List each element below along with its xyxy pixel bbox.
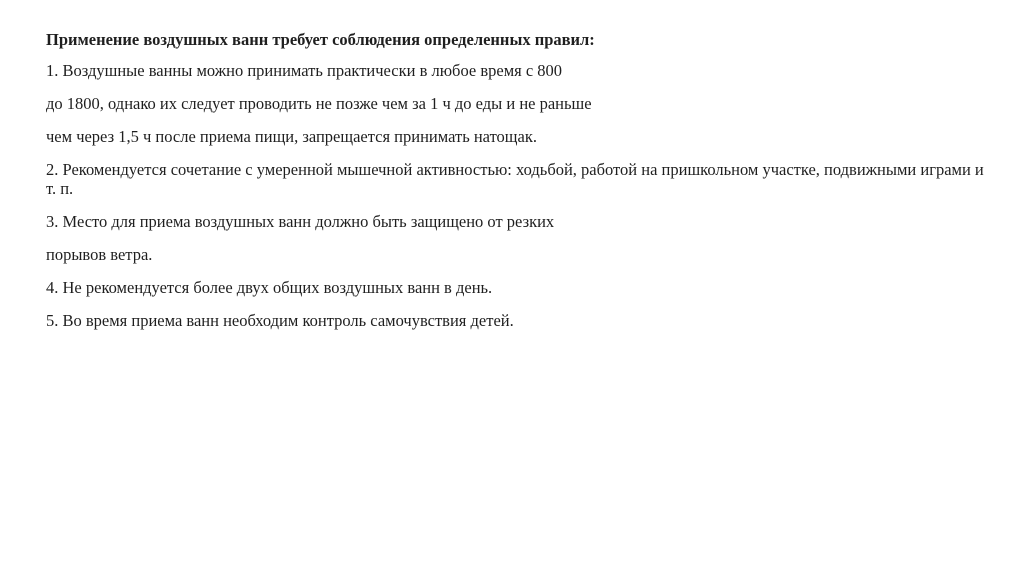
rule-2: 2. Рекомендуется сочетание с умеренной мышечной активностью: ходьбой, работой на пришкольном участке, подвижными играми и т. п. — [46, 160, 984, 198]
slide-content — [46, 30, 996, 344]
rule-3-line-2: порывов ветра. — [46, 245, 153, 264]
rule-1-line-2: до 1800, однако их следует проводить не позже чем за 1 ч до еды и не раньше — [46, 94, 592, 113]
rule-5: 5. Во время приема ванн необходим контроль самочувствия детей. — [46, 311, 514, 330]
rule-1-line-1: 1. Воздушные ванны можно принимать практически в любое время с 800 — [46, 61, 563, 80]
rule-3-line-1: 3. Место для приема воздушных ванн должно быть защищено от резких — [46, 212, 555, 231]
rule-1-line-3: чем через 1,5 ч после приема пищи, запрещается принимать натощак. — [46, 127, 537, 146]
rule-4: 4. Не рекомендуется более двух общих воздушных ванн в день. — [46, 278, 493, 297]
slide-title: Применение воздушных ванн требует соблюдения определенных правил: — [46, 30, 595, 49]
